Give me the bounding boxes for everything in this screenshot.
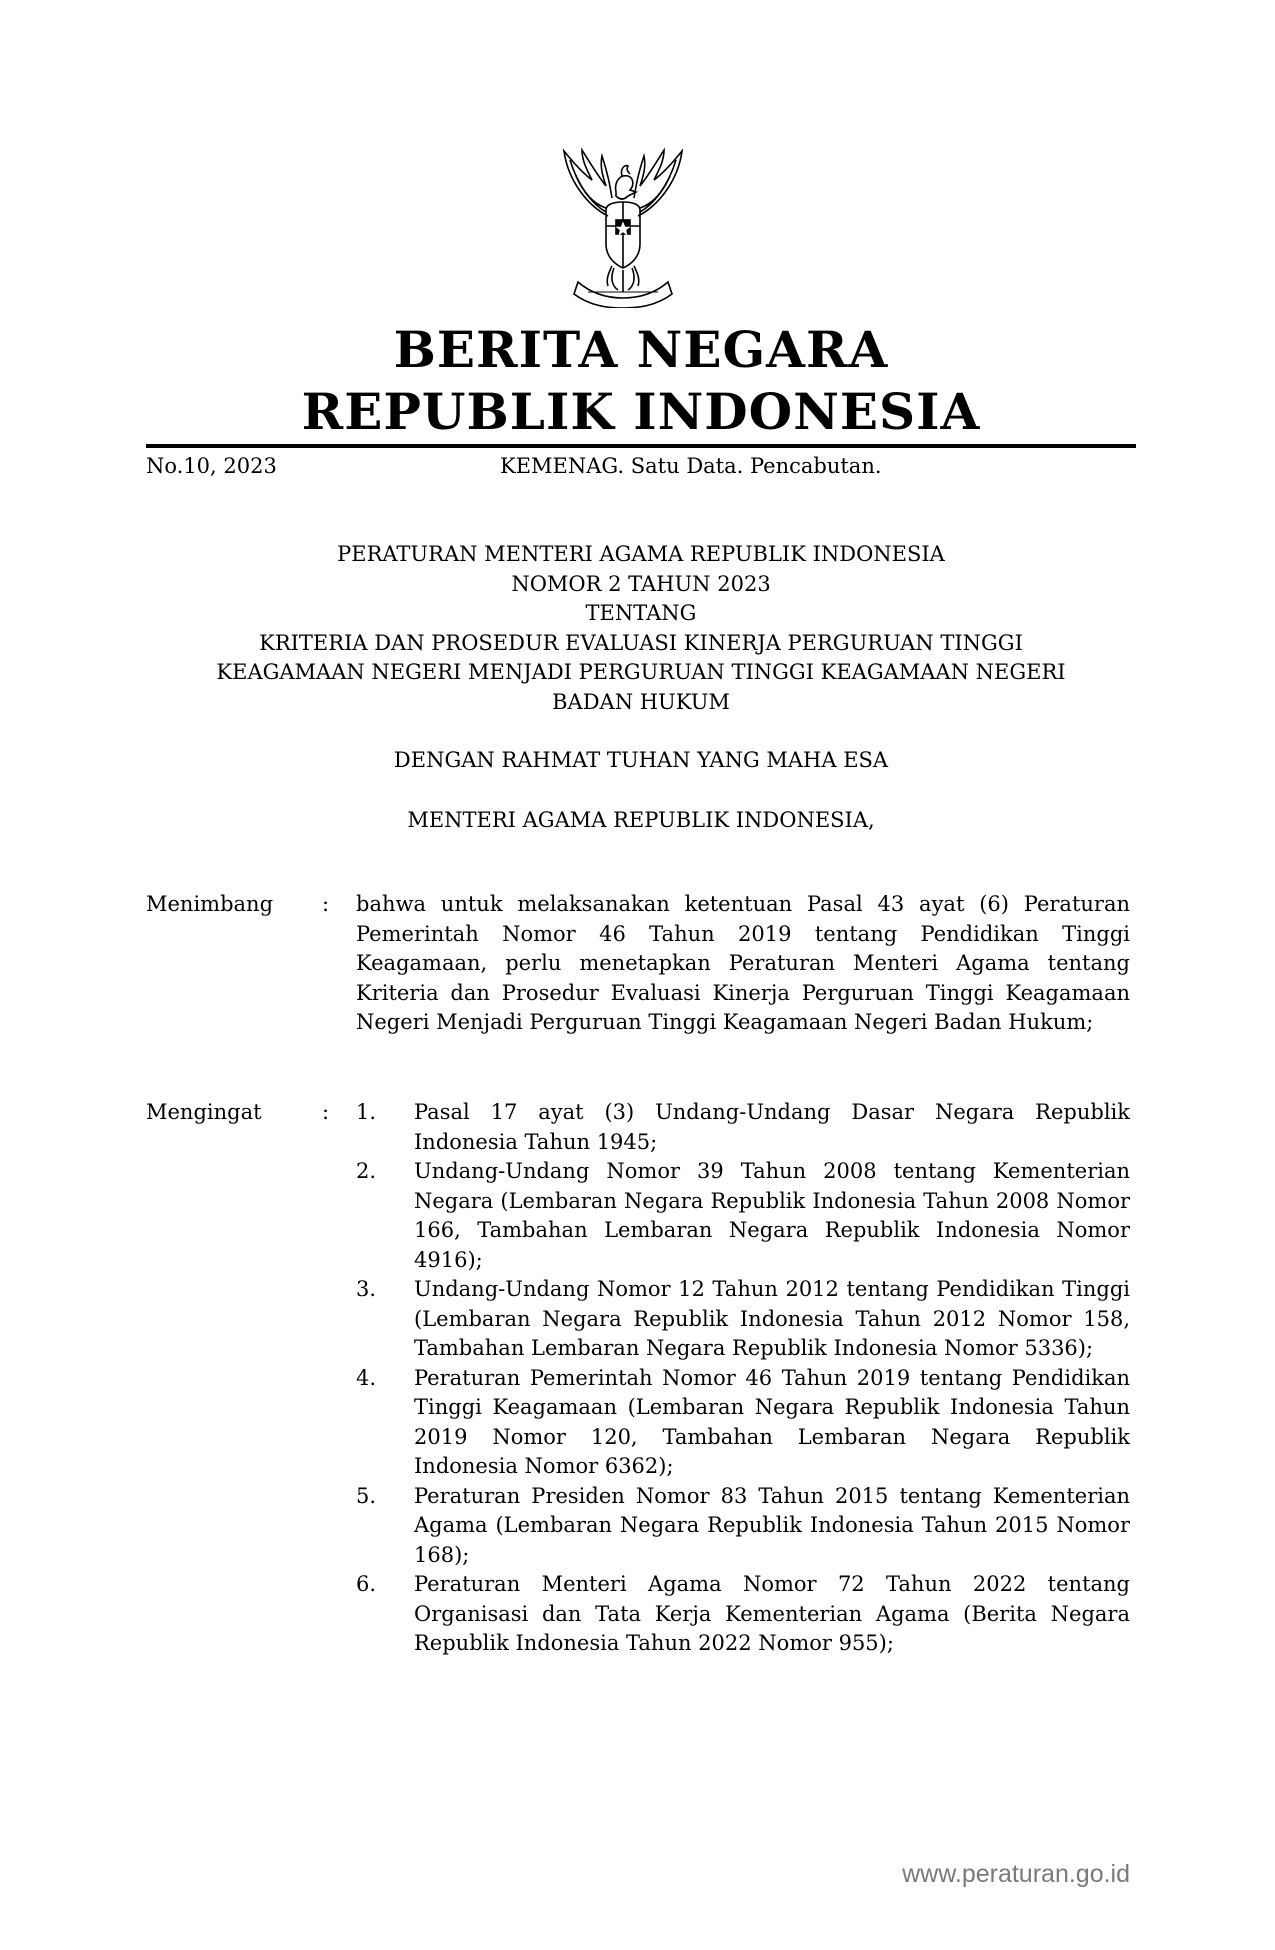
title-line: PERATURAN MENTERI AGAMA REPUBLIK INDONESIA	[337, 542, 945, 566]
garuda-emblem-icon	[548, 146, 698, 308]
masthead-title-line1: BERITA NEGARA	[393, 320, 889, 379]
gazette-topic: KEMENAG. Satu Data. Pencabutan.	[500, 454, 882, 478]
mengingat-list	[356, 1098, 1130, 1659]
basmalah-line: DENGAN RAHMAT TUHAN YANG MAHA ESA	[393, 748, 889, 772]
list-item	[356, 1098, 1130, 1157]
regulation-title	[146, 540, 1136, 718]
list-item	[356, 1364, 1130, 1482]
list-item	[356, 1482, 1130, 1571]
list-item-number: 1.	[356, 1100, 377, 1124]
list-item-number: 6.	[356, 1572, 377, 1596]
list-item	[356, 1157, 1130, 1275]
mengingat-colon: :	[322, 1100, 330, 1124]
menimbang-colon: :	[322, 892, 330, 916]
list-item-number: 5.	[356, 1483, 377, 1508]
title-line: TENTANG	[585, 601, 697, 626]
list-item-number: 4.	[356, 1365, 377, 1390]
title-line: KRITERIA DAN PROSEDUR EVALUASI KINERJA PERGURUAN TINGGI	[259, 630, 1023, 655]
list-item-text: Peraturan Pemerintah Nomor 46 Tahun 2019 tentang Pendidikan Tinggi Keagamaan (Lembaran Negara Republik Indonesia Tahun 2019 Nomor 120, Tambahan Lembaran Negara Republik Indonesia Nomor 6362);	[414, 1365, 1130, 1478]
masthead-divider	[146, 444, 1136, 448]
list-item-number: 2.	[356, 1159, 377, 1183]
list-item-text: Peraturan Menteri Agama Nomor 72 Tahun 2022 tentang Organisasi dan Tata Kerja Kementerian Agama (Berita Negara Republik Indonesia Tahun 2022 Nomor 955);	[414, 1572, 1130, 1655]
list-item-text: Undang-Undang Nomor 12 Tahun 2012 tentang Pendidikan Tinggi (Lembaran Negara Republik Indonesia Tahun 2012 Nomor 158, Tambahan Lembaran Negara Republik Indonesia Nomor 5336);	[414, 1277, 1130, 1360]
menimbang-label: Menimbang	[146, 892, 274, 916]
menimbang-text: bahwa untuk melaksanakan ketentuan Pasal 43 ayat (6) Peraturan Pemerintah Nomor 46 Tahun 2019 tentang Pendidikan Tinggi Keagamaan, perlu menetapkan Peraturan Menteri Agama tentang Kriteria dan Prosedur Evaluasi Kinerja Perguruan Tinggi Keagamaan Negeri Menjadi Perguruan Tinggi Keagamaan Negeri Badan Hukum;	[356, 892, 1130, 1034]
list-item-text: Pasal 17 ayat (3) Undang-Undang Dasar Negara Republik Indonesia Tahun 1945;	[414, 1100, 1130, 1154]
title-line: NOMOR 2 TAHUN 2023	[511, 571, 771, 596]
title-line: KEAGAMAAN NEGERI MENJADI PERGURUAN TINGGI KEAGAMAAN NEGERI	[216, 660, 1066, 685]
footer-url: www.peraturan.go.id	[902, 1860, 1130, 1888]
list-item	[356, 1570, 1130, 1659]
minister-line: MENTERI AGAMA REPUBLIK INDONESIA,	[407, 808, 875, 832]
masthead-title-line2: REPUBLIK INDONESIA	[301, 382, 981, 441]
list-item	[356, 1275, 1130, 1364]
title-line: BADAN HUKUM	[552, 689, 730, 714]
list-item-text: Peraturan Presiden Nomor 83 Tahun 2015 tentang Kementerian Agama (Lembaran Negara Republik Indonesia Tahun 2015 Nomor 168);	[414, 1483, 1130, 1567]
mengingat-label: Mengingat	[146, 1100, 262, 1124]
list-item-number: 3.	[356, 1277, 377, 1301]
gazette-number: No.10, 2023	[146, 454, 277, 478]
list-item-text: Undang-Undang Nomor 39 Tahun 2008 tentang Kementerian Negara (Lembaran Negara Republik Indonesia Tahun 2008 Nomor 166, Tambahan Lembaran Negara Republik Indonesia Nomor 4916);	[414, 1159, 1130, 1272]
